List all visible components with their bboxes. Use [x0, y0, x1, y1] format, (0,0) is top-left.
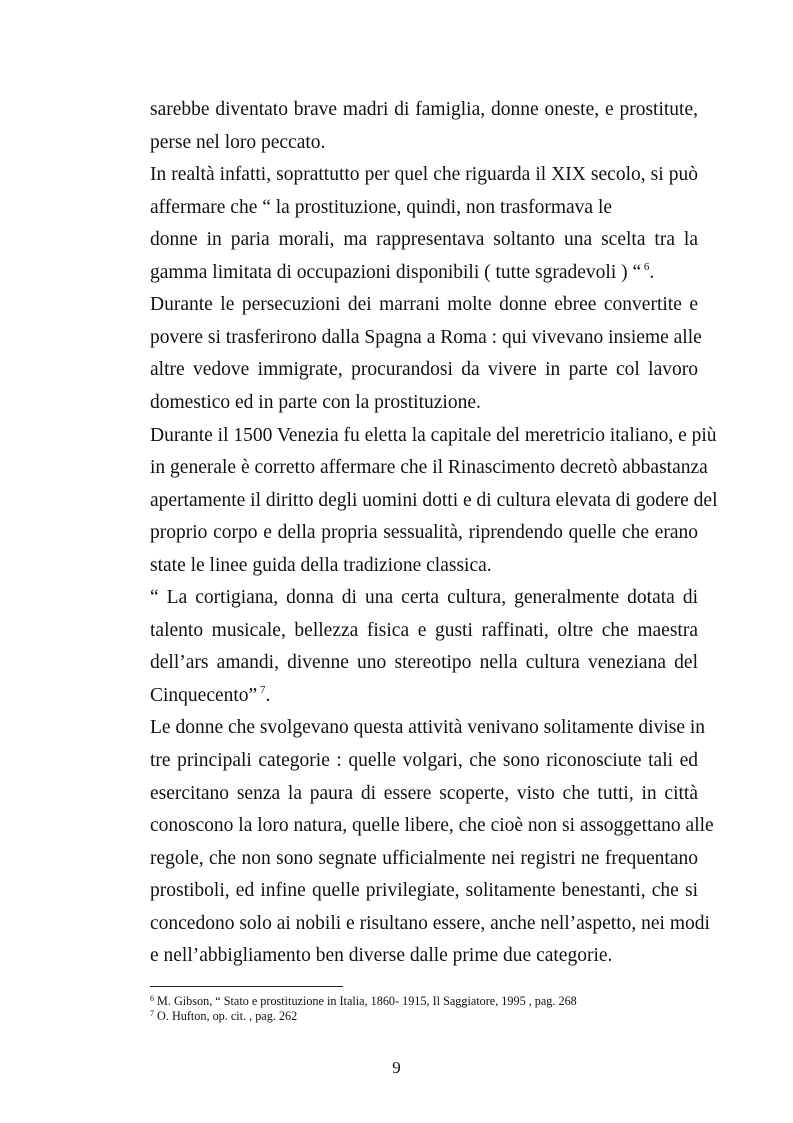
line-text: Le donne che svolgevano questa attività venivano solitamente divise in: [150, 717, 706, 739]
text-line: [150, 911, 710, 937]
text-line: [150, 813, 714, 839]
line-text: dell’ars amandi, divenne uno stereotipo nella cultura veneziana del: [150, 652, 698, 674]
line-text: regole, che non sono segnate ufficialmente nei registri ne frequentano: [150, 847, 698, 869]
text-line: [150, 553, 698, 579]
line-text: altre vedove immigrate, procurandosi da vivere in parte col lavoro: [150, 359, 698, 381]
text-line: [150, 260, 698, 286]
footnote: [150, 994, 710, 1009]
text-line: [150, 781, 698, 807]
footnote-number: 7: [150, 1009, 154, 1018]
text-line: [150, 943, 698, 969]
footnote-separator: [150, 986, 343, 987]
text-line: [150, 292, 698, 318]
line-text: Durante il 1500 Venezia fu eletta la capitale del meretricio italiano, e più: [150, 424, 717, 446]
text-line: [150, 878, 698, 904]
line-text: gamma limitata di occupazioni disponibili ( tutte sgradevoli ) “: [150, 261, 642, 283]
page-number: 9: [392, 1058, 401, 1077]
text-line: [150, 585, 698, 611]
line-punctuation: .: [649, 261, 655, 283]
line-text: perse nel loro peccato.: [150, 131, 326, 153]
line-text: In realtà infatti, soprattutto per quel che riguarda il XIX secolo, si può: [150, 164, 698, 186]
footnote-text: M. Gibson, “ Stato e prostituzione in Italia, 1860- 1915, Il Saggiatore, 1995 , pag. 268: [154, 994, 577, 1008]
text-line: [150, 423, 717, 449]
text-line: [150, 650, 698, 676]
text-line: [150, 325, 702, 351]
text-line: [150, 130, 698, 156]
line-text: sarebbe diventato brave madri di famiglia, donne oneste, e prostitute,: [150, 99, 698, 120]
line-text: concedono solo ai nobili e risultano essere, anche nell’aspetto, nei modi: [150, 912, 710, 934]
footnote-text: O. Hufton, op. cit. , pag. 262: [154, 1009, 298, 1023]
text-line: [150, 618, 698, 644]
text-line: [150, 846, 698, 872]
line-text: affermare che “ la prostituzione, quindi, non trasformava le: [150, 196, 613, 218]
line-text: domestico ed in parte con la prostituzione.: [150, 391, 481, 413]
line-text: Cinquecento”: [150, 684, 258, 706]
line-text: in generale è corretto affermare che il Rinascimento decretò abbastanza: [150, 457, 708, 479]
text-line: [150, 520, 698, 546]
line-text: conoscono la loro natura, quelle libere, che cioè non si assoggettano alle: [150, 815, 714, 837]
line-text: e nell’abbigliamento ben diverse dalle prime due categorie.: [150, 945, 613, 967]
line-text: povere si trasferirono dalla Spagna a Roma : qui vivevano insieme alle: [150, 326, 702, 348]
text-line: [150, 227, 698, 253]
text-line: [150, 455, 708, 481]
line-text: prostiboli, ed infine quelle privilegiate, solitamente benestanti, che si: [150, 880, 698, 902]
text-line: [150, 195, 698, 221]
footnote: [150, 1009, 710, 1024]
line-text: proprio corpo e della propria sessualità, riprendendo quelle che erano: [150, 522, 698, 544]
line-text: donne in paria morali, ma rappresentava soltanto una scelta tra la: [150, 229, 698, 251]
text-line: [150, 715, 706, 741]
line-text: talento musicale, bellezza fisica e gusti raffinati, oltre che maestra: [150, 619, 698, 641]
text-line: [150, 683, 698, 709]
line-text: Durante le persecuzioni dei marrani molte donne ebree convertite e: [150, 294, 698, 316]
text-line: [150, 357, 698, 383]
footnote-reference: 7: [257, 683, 266, 696]
footnote-number: 6: [150, 994, 154, 1003]
line-text: apertamente il diritto degli uomini dotti e di cultura elevata di godere del: [150, 489, 718, 511]
text-line: [150, 97, 698, 123]
text-line: [150, 162, 698, 188]
footnote-reference: 6: [641, 260, 650, 273]
text-line: [150, 488, 718, 514]
line-text: esercitano senza la paura di essere scoperte, visto che tutti, in città: [150, 782, 698, 804]
text-line: [150, 390, 698, 416]
line-text: “ La cortigiana, donna di una certa cultura, generalmente dotata di: [150, 587, 698, 609]
line-text: tre principali categorie : quelle volgari, che sono riconosciute tali ed: [150, 750, 698, 771]
text-line: [150, 748, 698, 774]
line-text: state le linee guida della tradizione classica.: [150, 554, 492, 576]
line-punctuation: .: [265, 684, 271, 706]
